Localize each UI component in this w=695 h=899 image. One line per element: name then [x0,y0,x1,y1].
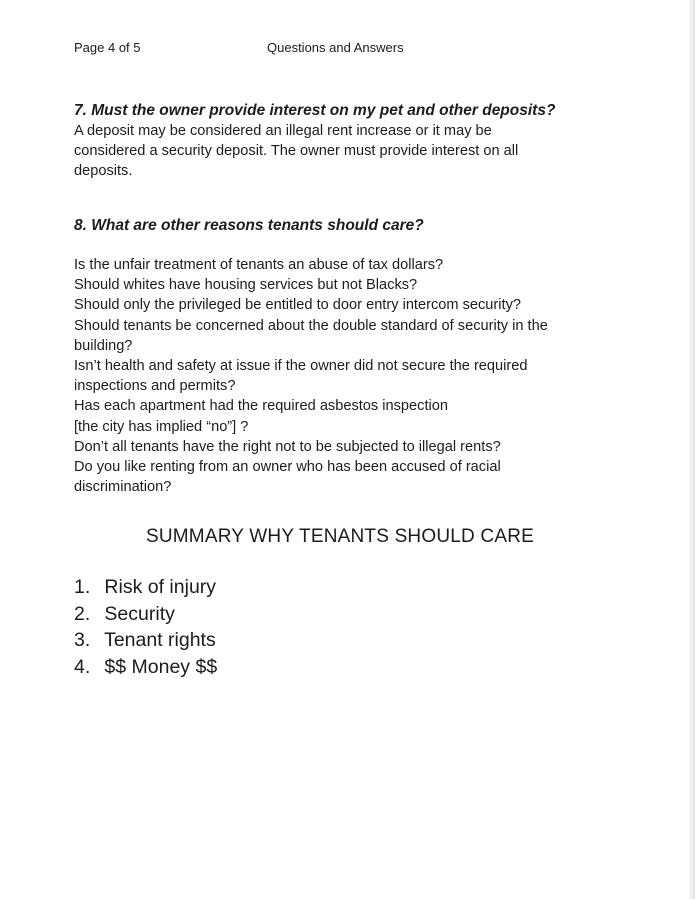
question-7-section [74,101,634,182]
question-8-section [74,216,634,497]
summary-item [74,574,217,601]
answer-line: Has each apartment had the required asbestos inspection [74,398,448,415]
page-edge [689,0,695,899]
summary-item-text: Security [104,602,175,625]
answer-line: Should only the privileged be entitled to door entry intercom security? [74,297,521,314]
summary-item [74,601,217,628]
question-8-heading: 8. What are other reasons tenants should care? [74,217,424,234]
summary-title: SUMMARY WHY TENANTS SHOULD CARE [145,526,535,547]
page-number: Page 4 of 5 [74,40,141,55]
summary-item-number: 1. [74,576,91,598]
summary-item [74,627,217,654]
summary-item-text: Risk of injury [104,576,217,598]
summary-item-text: $$ Money $$ [104,655,218,678]
answer-line: Should tenants be concerned about the double standard of security in the [74,317,548,334]
answer-line: Do you like renting from an owner who has been accused of racial [74,459,501,476]
answer-line: discrimination? [74,479,172,496]
document-title: Questions and Answers [267,40,404,55]
answer-line: [the city has implied “no”] ? [74,418,249,435]
summary-item-number: 3. [74,629,91,651]
answer-line: considered a security deposit. The owner must provide interest on all [74,143,519,160]
question-8-answer [74,255,634,497]
page-header [74,40,634,58]
answer-line: deposits. [74,163,133,180]
summary-item [74,654,217,681]
summary-item-number: 2. [74,602,91,625]
summary-item-text: Tenant rights [104,629,216,651]
answer-line: inspections and permits? [74,378,236,395]
answer-line: A deposit may be considered an illegal rent increase or it may be [74,123,492,139]
answer-line: Isn’t health and safety at issue if the owner did not secure the required [74,358,528,375]
answer-line: Is the unfair treatment of tenants an abuse of tax dollars? [74,257,444,273]
answer-line: Don’t all tenants have the right not to be subjected to illegal rents? [74,438,501,455]
answer-line: Should whites have housing services but not Blacks? [74,277,418,294]
question-7-heading: 7. Must the owner provide interest on my pet and other deposits? [74,102,556,119]
answer-line: building? [74,337,133,354]
question-7-answer [74,121,634,182]
summary-list [74,574,217,680]
summary-item-number: 4. [74,655,91,678]
